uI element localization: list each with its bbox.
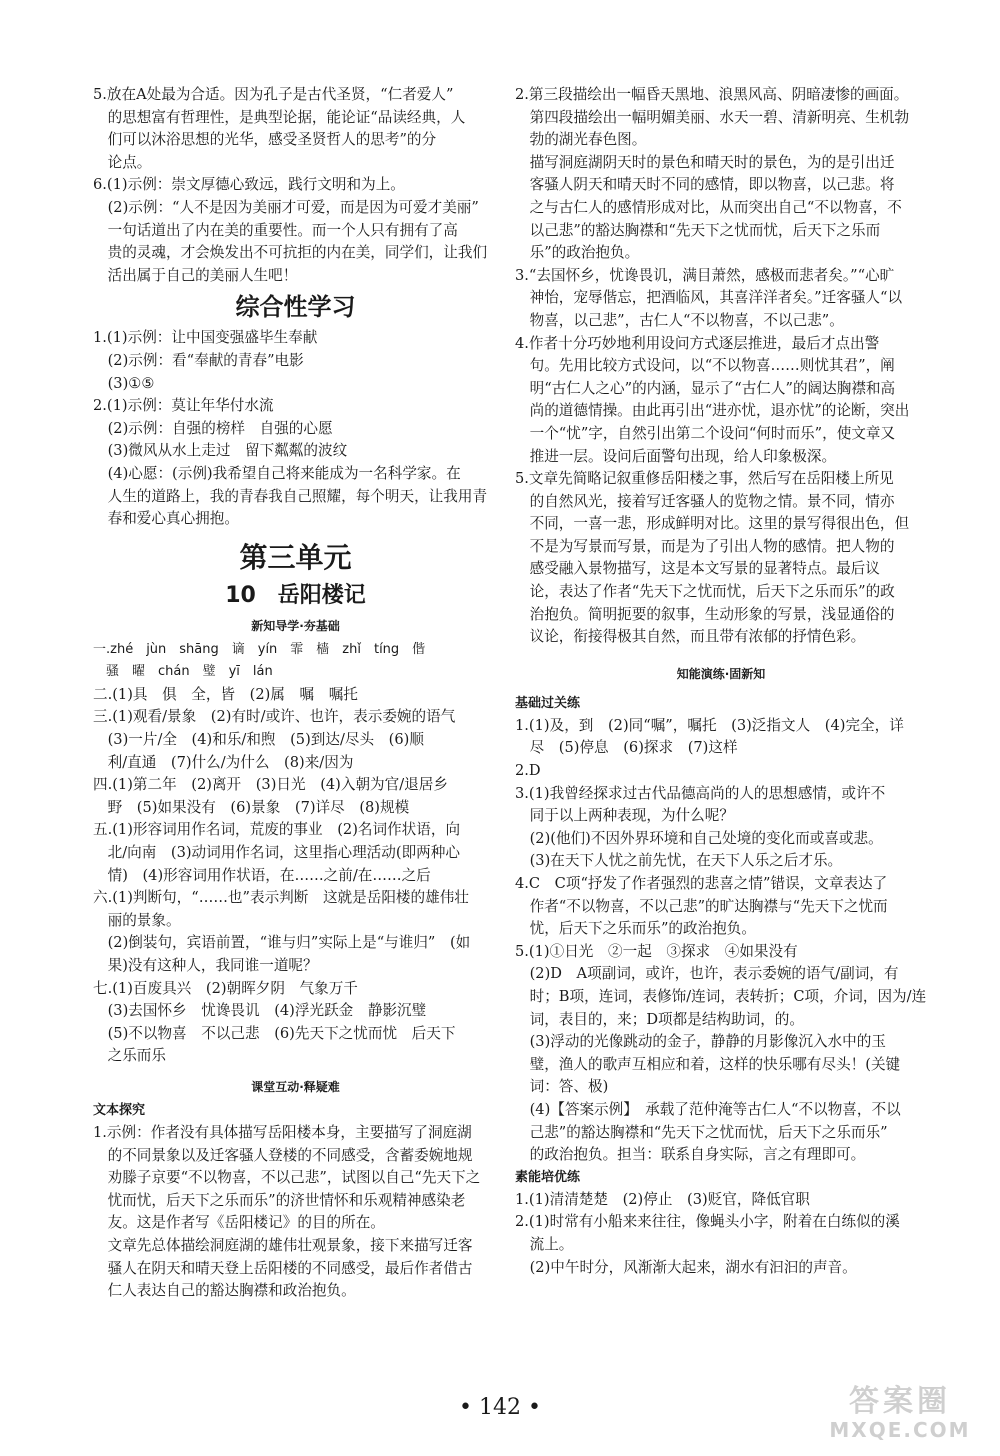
heading-suneng: 素能培优练 [515,1169,581,1185]
text-line: 流上。 [529,1235,574,1253]
text-line: (3)去国怀乡 忧谗畏讥 (4)浮光跃金 静影沉璧 [107,1002,427,1020]
page-number: • 142 • [459,1395,541,1420]
heading-jichu: 基础过关练 [515,695,581,711]
text-line: (3)浮动的光像跳动的金子，静静的月影像沉入水中的玉 [529,1033,886,1051]
answer-block-suneng [515,1189,927,1279]
text-line: 人生的道路上，我的青春我自己照耀，每个明天，让我用青 [107,487,488,505]
text-line: 尽 (5)停息 (6)探求 (7)这样 [529,739,738,757]
text-line: 第四段描绘出一幅明媚美丽、水天一碧、清新明亮、生机勃 [529,108,910,126]
text-line: 词：答、极) [529,1078,609,1096]
text-line: 1.(1)及，到 (2)同“嘱”，嘱托 (3)泛指文人 (4)完全，详 [515,716,904,734]
text-line: 6.(1)示例：崇文厚德心致远，践行文明和为上。 [93,176,405,194]
text-line: 忧而忧，后天下之乐而乐”的济世情怀和乐观精神感染老 [107,1191,466,1209]
text-line: 2.(1)示例：莫让年华付水流 [93,397,274,415]
text-line: 六.(1)判断句，“……也”表示判断 这就是岳阳楼的雄伟壮 [93,889,469,907]
text-line: 神怡，宠辱偕忘，把酒临风，其喜洋洋者矣。”迁客骚人“以 [529,289,903,307]
text-line: 1.示例：作者没有具体描写岳阳楼本身，主要描写了洞庭湖 [93,1123,472,1141]
text-line: 2.(1)时常有小船来来往往，像蝇头小字，附着在白练似的溪 [515,1213,900,1231]
text-line: 贵的灵魂，才会焕发出不可抗拒的内在美，同学们，让我们 [107,244,488,262]
text-line: (3)①⑤ [107,374,155,392]
text-line: 3.(1)我曾经探求过古代品德高尚的人的思想感情，或许不 [515,784,886,802]
answer-block-jichu [515,715,927,1167]
text-line: (5)不以物喜 不以己悲 (6)先天下之忧而忧 后天下 [107,1024,456,1042]
subsection-title: 知能演练·固新知 [676,666,766,681]
text-line: (2)示例：看“奉献的青春”电影 [107,351,304,369]
text-line: 描写洞庭湖阴天时的景色和晴天时的景色，为的是引出迁 [529,153,895,171]
text-line: 一个“忧”字，自然引出第二个设问“何时而乐”，使文章又 [529,424,896,442]
text-line: 的自然风光，接着写迁客骚人的览物之情。景不同，情亦 [529,492,895,510]
text-line: 客骚人阴天和晴天时不同的感情，即以物喜，以己悲。将 [529,176,895,194]
text-line: 作者“不以物喜，不以己悲”的旷达胸襟与“先天下之忧而 [529,897,888,915]
heading-wenben: 文本探究 [93,1102,146,1118]
text-line: 的政治抱负。担当：联系自身实际，言之有理即可。 [529,1146,866,1164]
text-line: 野 (5)如果没有 (6)景象 (7)详尽 (8)规模 [107,798,410,816]
text-line: 勃的湖光春色图。 [529,131,647,149]
text-line: (4)【答案示例】 承载了范仲淹等古仁人“不以物喜，不以 [529,1100,901,1118]
text-line: 推进一层。设问后面警句出现，给人印象极深。 [529,447,837,465]
text-line: 之乐而乐 [107,1047,166,1065]
text-line: 北/向南 (3)动词用作名词，这里指心理活动(即两种心 [107,844,460,862]
text-line: 文章先总体描绘洞庭湖的雄伟壮观景象，接下来描写迁客 [107,1236,473,1254]
text-line: 治抱负。简明扼要的叙事，生动形象的写景，浅显通俗的 [529,605,895,623]
text-line: (4)心愿：(示例)我希望自己将来能成为一名科学家。在 [107,464,461,482]
left-column [93,84,498,1303]
text-line: 1.(1)示例：让中国变强盛毕生奉献 [93,329,318,347]
text-line: 一句话道出了内在美的重要性。而一个人只有拥有了高 [107,221,458,239]
text-line: 3.“去国怀乡，忧谗畏讥，满目萧然，感极而悲者矣。”“心旷 [515,266,895,284]
pinyin-line: 骚 曜 chán 璧 yī lán [106,664,273,680]
text-line: 5.放在A处最为合适。因为孔子是古代圣贤，“仁者爱人” [93,86,454,103]
text-line: 不同，一喜一悲，形成鲜明对比。这里的景写得很出色，但 [529,515,910,533]
text-line: 利/直通 (7)什么/为什么 (8)来/因为 [107,753,354,771]
text-line: 5.文章先简略记叙重修岳阳楼之事，然后写在岳阳楼上所见 [515,470,894,488]
answer-block-q5r [515,468,927,649]
text-line: 论，表达了作者“先天下之忧而忧，后天下之乐而乐”的政 [529,583,895,601]
answer-block-q3 [515,265,927,333]
text-line: 5.(1)①日光 ②一起 ③探求 ④如果没有 [515,942,798,960]
text-line: 论点。 [107,153,152,171]
text-line: 二.(1)具 俱 全，皆 (2)属 嘱 嘱托 [93,685,358,703]
text-line: 2.第三段描绘出一幅昏天黑地、浪黑风高、阴暗凄惨的画面。 [515,86,909,103]
watermark-url: MXQE.COM [829,1418,971,1442]
text-line: 劝滕子京要“不以物喜，不以己悲”，试图以自己“先天下之 [107,1169,481,1187]
pinyin-line: 一.zhé jùn shāng 谪 yín 霏 樯 zhǐ tíng 偕 [93,641,426,657]
text-line: 丽的景象。 [107,911,181,929]
text-line: 时；B项，连词，表修饰/连词，表转折；C项，介词，因为/连 [529,987,927,1005]
text-line: 璧，渔人的歌声互相应和着，这样的快乐哪有尽头！(关键 [529,1055,901,1073]
text-line: 情) (4)形容词用作状语，在……之前/在……之后 [107,866,431,884]
watermark-text: 答案圈 [849,1384,951,1419]
text-line: (2)D A项副词，或许，也许，表示委婉的语气/副词，有 [529,965,899,983]
watermark-logo [820,1385,980,1445]
text-line: (2)示例：自强的榜样 自强的心愿 [107,419,333,437]
text-line: 物喜，以己悲”，古仁人“不以物喜，不以己悲”。 [529,311,844,329]
text-line: 四.(1)第二年 (2)离开 (3)日光 (4)入朝为官/退居乡 [93,776,448,794]
text-line: 果)没有这种人，我同谁一道呢？ [107,957,318,974]
text-line: 们可以沐浴思想的光华，感受圣贤哲人的思考”的分 [107,131,437,149]
text-line: 之与古仁人的感情形成对比，从而突出自己“不以物喜，不 [529,198,902,216]
text-line: 感受融入景物描写，这是本文写景的显著特点。最后议 [529,560,880,578]
text-line: 忧，后天下之乐而乐”的政治抱负。 [529,920,756,938]
text-line: 议论，衔接得极其自然，而且带有浓郁的抒情色彩。 [529,628,866,646]
answer-block-q5 [93,84,498,174]
text-line: 2.D [515,762,541,780]
answer-block-q6 [93,174,498,287]
text-line: (3)微风从水上走过 留下粼粼的波纹 [107,442,348,460]
unit-title: 第三单元 [239,540,352,574]
text-line: 友。这是作者写《岳阳楼记》的目的所在。 [107,1214,385,1232]
text-line: 明“古仁人之心”的内涵，显示了“古仁人”的阔达胸襟和高 [529,379,896,397]
text-line: 活出属于自己的美丽人生吧！ [107,266,298,284]
lesson-title: 10 岳阳楼记 [225,582,366,608]
text-line: (2)倒装句，宾语前置，“谁与归”实际上是“与谁归” (如 [107,934,471,952]
text-line: 不是为写景而写景，而是为了引出人物的感情。把人物的 [529,537,895,555]
answer-block-zonghe [93,327,498,530]
text-line: 4.C C项“抒发了作者强烈的悲喜之情”错误，文章表达了 [515,875,888,892]
text-line: 1.(1)清清楚楚 (2)停止 (3)贬官，降低官职 [515,1190,810,1208]
text-line: 以己悲”的豁达胸襟和“先天下之忧而忧，后天下之乐而 [529,221,881,239]
text-line: 三.(1)观看/景象 (2)有时/或许、也许，表示委婉的语气 [93,708,456,726]
text-line: 五.(1)形容词用作名词，荒废的事业 (2)名词作状语，向 [93,821,461,839]
answer-block-vocab [93,684,498,1068]
answer-block-wenben [93,1122,498,1303]
text-line: 句。先用比较方式设问，以“不以物喜……则忧其君”，阐 [529,357,895,375]
answer-block-q4 [515,333,927,469]
text-line: (2)(他们)不因外界环境和自己处境的变化而或喜或悲。 [529,829,883,847]
text-line: 同于以上两种表现，为什么呢？ [529,807,734,825]
text-line: (2)示例：“人不是因为美丽才可爱，而是因为可爱才美丽” [107,198,479,216]
right-column [515,84,927,1279]
text-line: 春和爱心真心拥抱。 [107,510,239,528]
text-line: 乐”的政治抱负。 [529,244,640,262]
subsection-title: 新知导学·夯基础 [251,618,340,633]
text-line: 尚的道德情操。由此再引出“进亦忧，退亦忧”的论断，突出 [529,402,910,420]
text-line: 七.(1)百废具兴 (2)朝晖夕阴 气象万千 [93,979,358,997]
section-title-zonghe: 综合性学习 [235,293,356,322]
answer-block-q2 [515,84,927,265]
text-line: 己悲”的豁达胸襟和“先天下之忧而忧，后天下之乐而乐” [529,1123,888,1141]
subsection-title: 课堂互动·释疑难 [251,1079,340,1094]
text-line: (2)中午时分，风渐渐大起来，湖水有汩汩的声音。 [529,1258,857,1276]
text-line: (3)在天下人忧之前先忧，在天下人乐之后才乐。 [529,852,843,870]
text-line: 骚人在阴天和晴天登上岳阳楼的不同感受，最后作者借古 [107,1259,473,1277]
text-line: 的不同景象以及迁客骚人登楼的不同感受，含蓄委婉地规 [107,1146,473,1164]
text-line: (3)一片/全 (4)和乐/和煦 (5)到达/尽头 (6)顺 [107,731,424,749]
text-line: 词，表目的，来；D项都是结构助词，的。 [529,1010,804,1028]
text-line: 4.作者十分巧妙地利用设问方式逐层推进，最后才点出警 [515,334,880,352]
text-line: 仁人表达自己的豁达胸襟和政治抱负。 [107,1282,356,1300]
text-line: 的思想富有哲理性，是典型论据，能论证“品读经典，人 [107,108,466,126]
